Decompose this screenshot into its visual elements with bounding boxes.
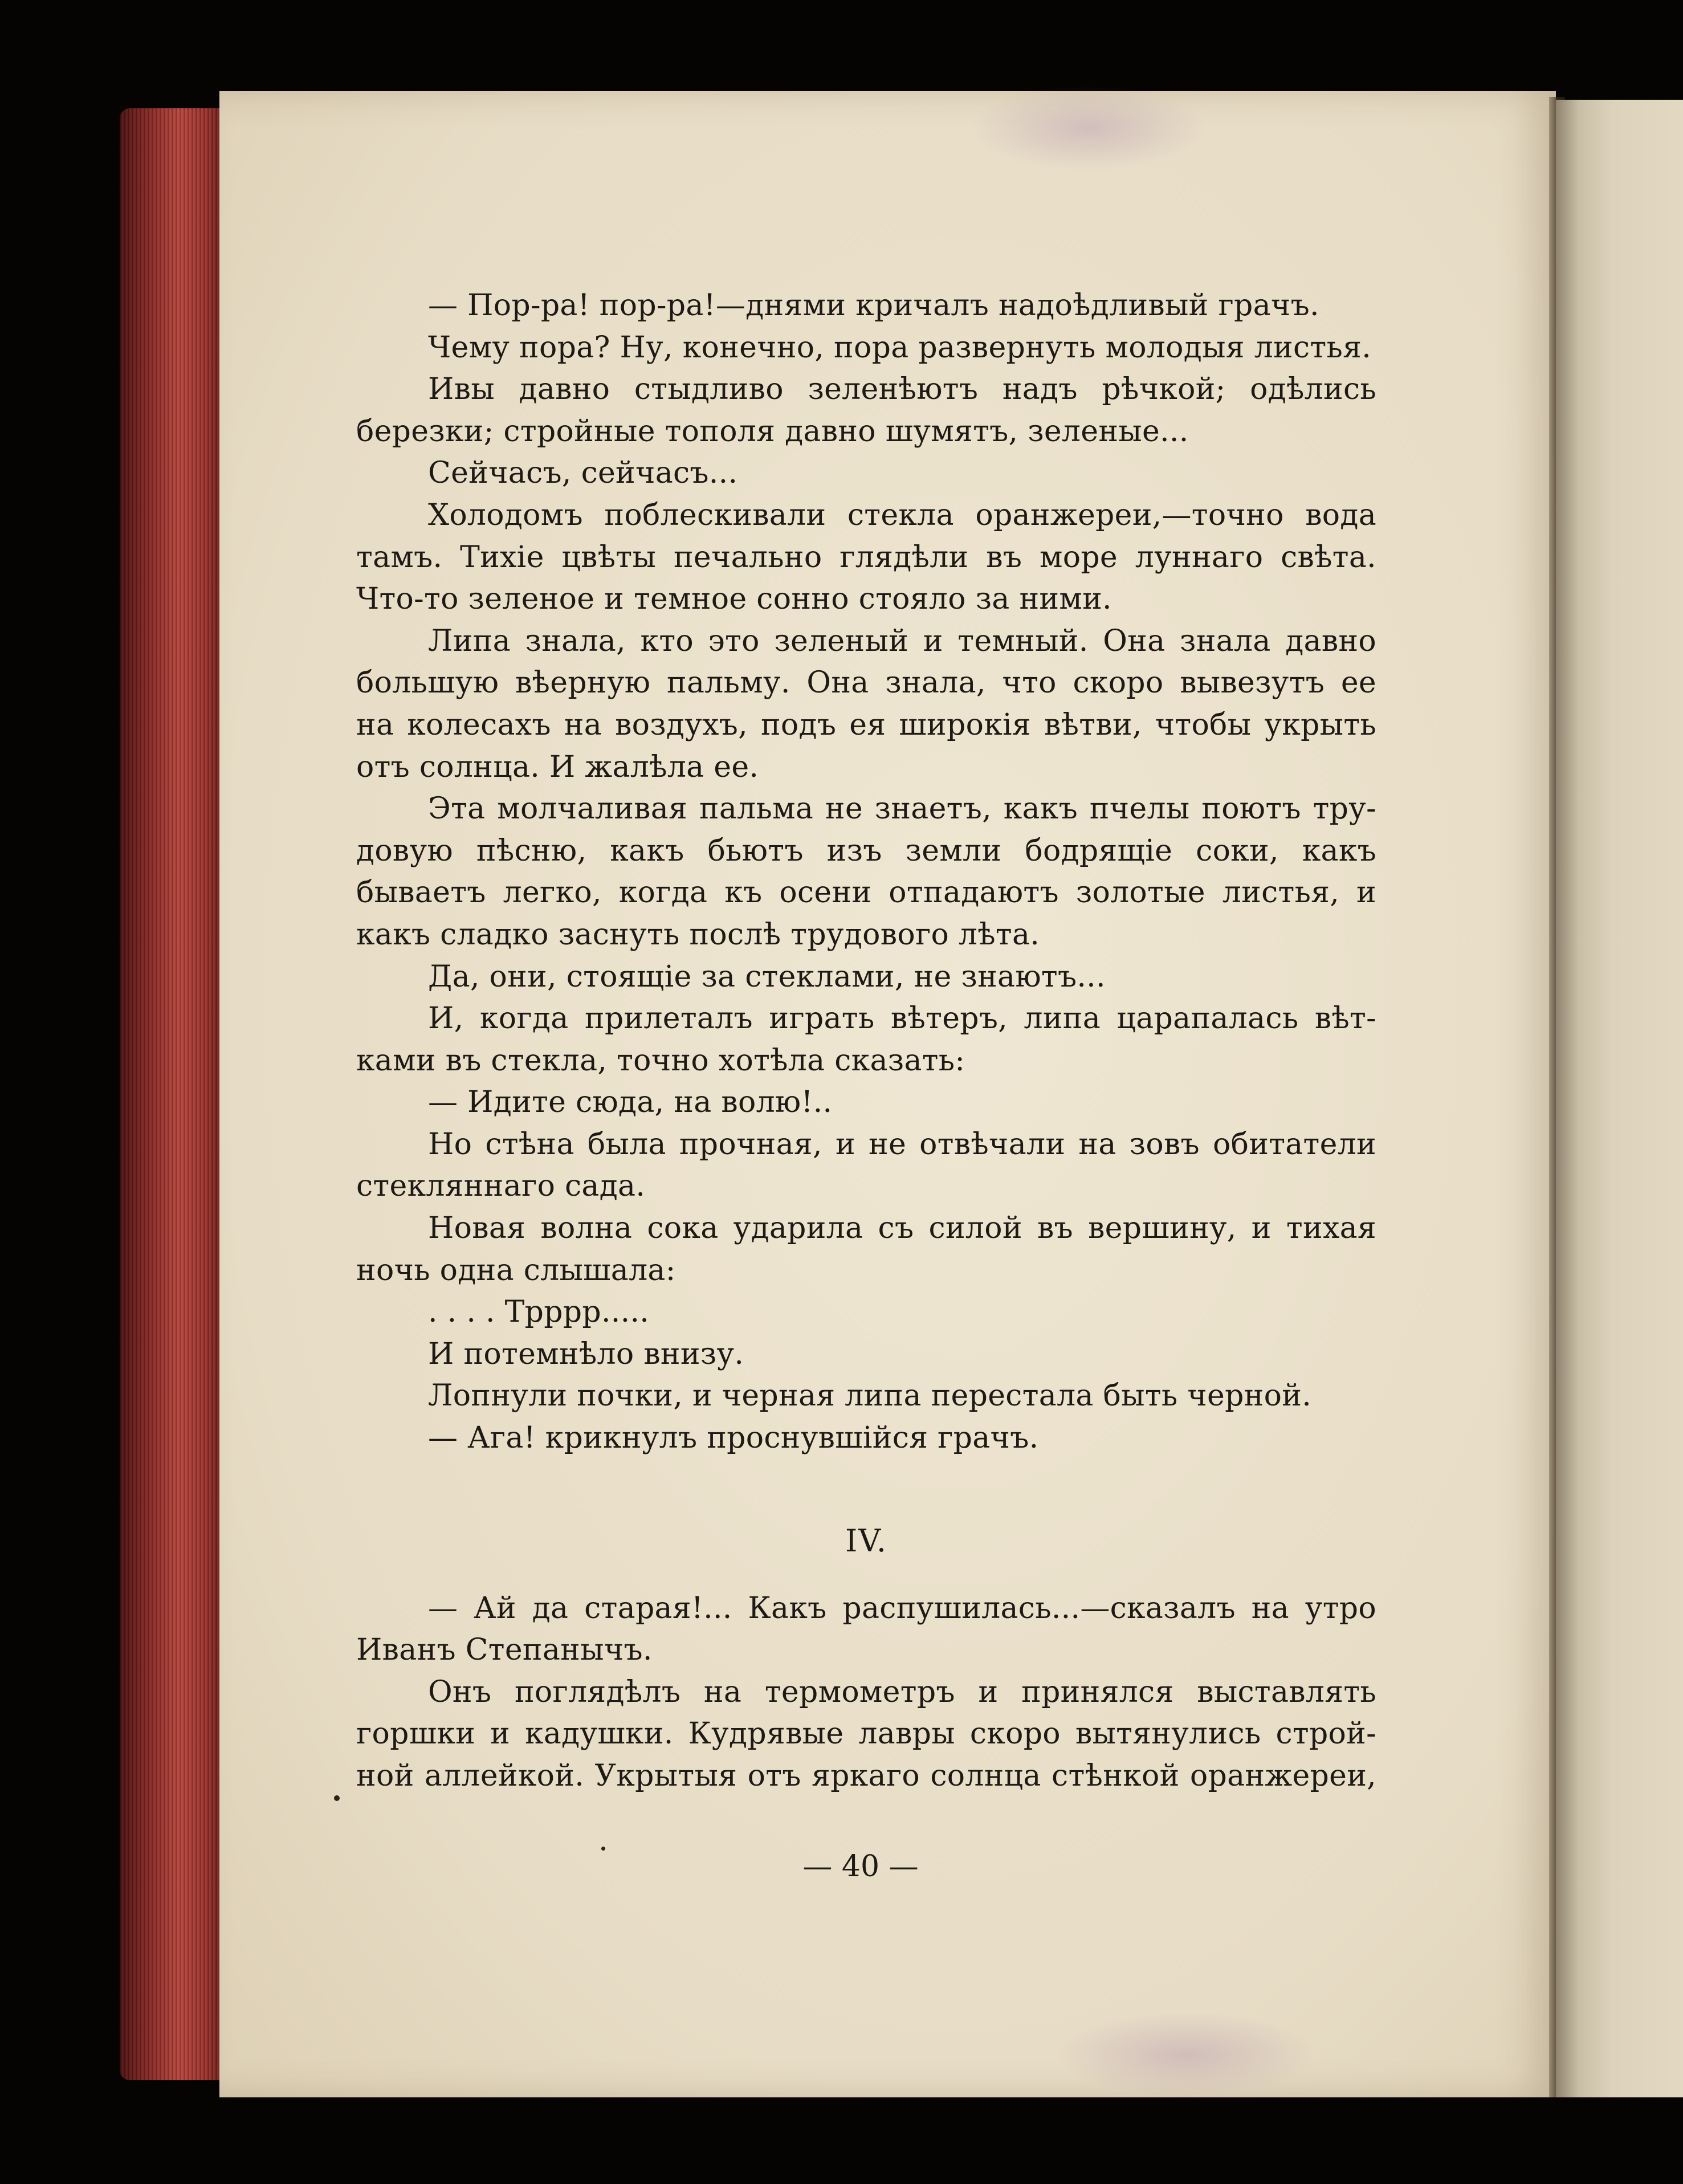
page-number: — 40 — (802, 1849, 919, 1884)
text-line: Иванъ Степанычъ. (356, 1633, 653, 1668)
text-line: И, когда прилеталъ играть вѣтеръ, липа царапалась вѣт- (428, 1001, 1376, 1036)
text-line: горшки и кадушки. Кудрявые лавры скоро вытянулись строй- (356, 1717, 1376, 1751)
text-line: какъ сладко заснуть послѣ трудового лѣта. (356, 917, 1040, 952)
text-line: — Ага! крикнулъ проснувшійся грачъ. (428, 1421, 1039, 1456)
text-line: ночь одна слышала: (356, 1253, 676, 1287)
text-line: — Пор-ра! пор-ра!—днями кричалъ надоѣдливый грачъ. (428, 288, 1319, 323)
text-line: Липа знала, кто это зеленый и темный. Она знала давно (428, 624, 1376, 658)
text-line: Новая волна сока ударила съ силой въ вершину, и тихая (428, 1211, 1376, 1246)
ink-stain-top (969, 85, 1208, 171)
page-text (356, 285, 1376, 1798)
text-line: Эта молчаливая пальма не знаетъ, какъ пчелы поютъ тру- (428, 792, 1376, 826)
text-line: Онъ поглядѣлъ на термометръ и принялся выставлять (428, 1674, 1376, 1709)
text-line: Холодомъ поблескивали стекла оранжереи,—точно вода (428, 498, 1376, 532)
facing-page (1556, 100, 1683, 2097)
text-line: — Идите сюда, на волю!.. (428, 1085, 833, 1120)
text-line: Но стѣна была прочная, и не отвѣчали на зовъ обитатели (428, 1127, 1376, 1162)
text-line: Сейчасъ, сейчасъ... (428, 456, 738, 491)
chapter-heading: IV. (845, 1522, 888, 1559)
text-line: Ивы давно стыдливо зеленѣютъ надъ рѣчкой; одѣлись (428, 372, 1376, 407)
text-line: отъ солнца. И жалѣла ее. (356, 749, 759, 784)
text-line: — Ай да старая!... Какъ распушилась...—сказалъ на утро (428, 1591, 1376, 1625)
text-line: Да, они, стоящіе за стеклами, не знаютъ... (428, 959, 1106, 994)
text-line: Чему пора? Ну, конечно, пора развернуть молодыя листья. (428, 330, 1372, 365)
text-line: ками въ стекла, точно хотѣла сказать: (356, 1043, 965, 1078)
text-line: . . . . Трррр..... (428, 1295, 650, 1330)
text-line: Что-то зеленое и темное сонно стояло за ними. (356, 582, 1112, 617)
text-line: бываетъ легко, когда къ осени отпадаютъ золотые листья, и (356, 875, 1376, 910)
paper-speck (334, 1795, 340, 1801)
text-line: березки; стройные тополя давно шумятъ, зеленые... (356, 414, 1189, 449)
text-line: ной аллейкой. Укрытыя отъ яркаго солнца стѣнкой оранжереи, (356, 1759, 1376, 1793)
book-page-edges (120, 108, 228, 2080)
text-line: Лопнули почки, и черная липа перестала быть черной. (428, 1379, 1312, 1413)
text-line: большую вѣерную пальму. Она знала, что скоро вывезутъ ее (356, 666, 1376, 700)
text-line: тамъ. Тихіе цвѣты печально глядѣли въ море луннаго свѣта. (356, 540, 1376, 574)
ink-stain-bottom (1054, 2012, 1317, 2097)
text-line: стекляннаго сада. (356, 1169, 646, 1204)
text-line: довую пѣсню, какъ бьютъ изъ земли бодрящіе соки, какъ (356, 833, 1376, 868)
text-line: И потемнѣло внизу. (428, 1337, 744, 1371)
text-line: на колесахъ на воздухъ, подъ ея широкія вѣтви, чтобы укрыть (356, 707, 1376, 742)
